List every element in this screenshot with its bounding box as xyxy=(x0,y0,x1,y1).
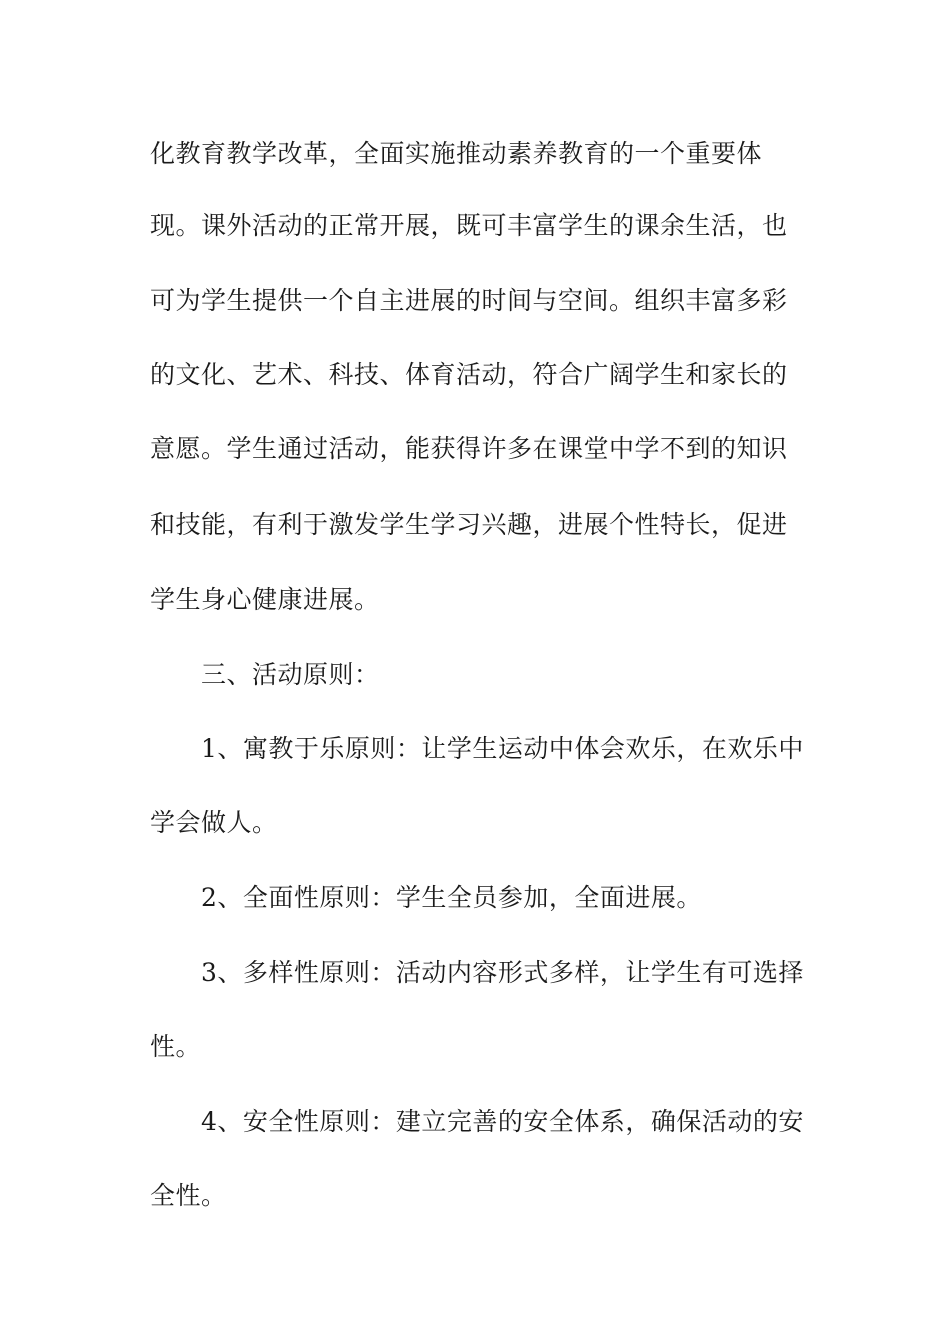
paragraph-line: 的文化、艺术、科技、体育活动，符合广阔学生和家长的 xyxy=(150,360,788,389)
list-item-continuation: 性。 xyxy=(150,1032,202,1061)
list-item: 3、多样性原则：活动内容形式多样，让学生有可选择 xyxy=(201,958,804,987)
paragraph-line: 现。课外活动的正常开展，既可丰富学生的课余生活，也 xyxy=(150,211,788,240)
paragraph-line: 可为学生提供一个自主进展的时间与空间。组织丰富多彩 xyxy=(150,286,788,315)
paragraph-line: 意愿。学生通过活动，能获得许多在课堂中学不到的知识 xyxy=(150,434,788,463)
list-item: 4、安全性原则：建立完善的安全体系，确保活动的安 xyxy=(201,1107,804,1136)
section-heading: 三、活动原则： xyxy=(201,660,380,689)
paragraph-line: 和技能，有利于激发学生学习兴趣，进展个性特长，促进 xyxy=(150,510,788,539)
list-item-continuation: 全性。 xyxy=(150,1181,227,1210)
list-item-continuation: 学会做人。 xyxy=(150,808,278,837)
list-item: 1、寓教于乐原则：让学生运动中体会欢乐，在欢乐中 xyxy=(201,734,804,763)
paragraph-line: 学生身心健康进展。 xyxy=(150,585,380,614)
paragraph-line: 化教育教学改革，全面实施推动素养教育的一个重要体 xyxy=(150,139,763,168)
list-item: 2、全面性原则：学生全员参加，全面进展。 xyxy=(201,883,702,912)
